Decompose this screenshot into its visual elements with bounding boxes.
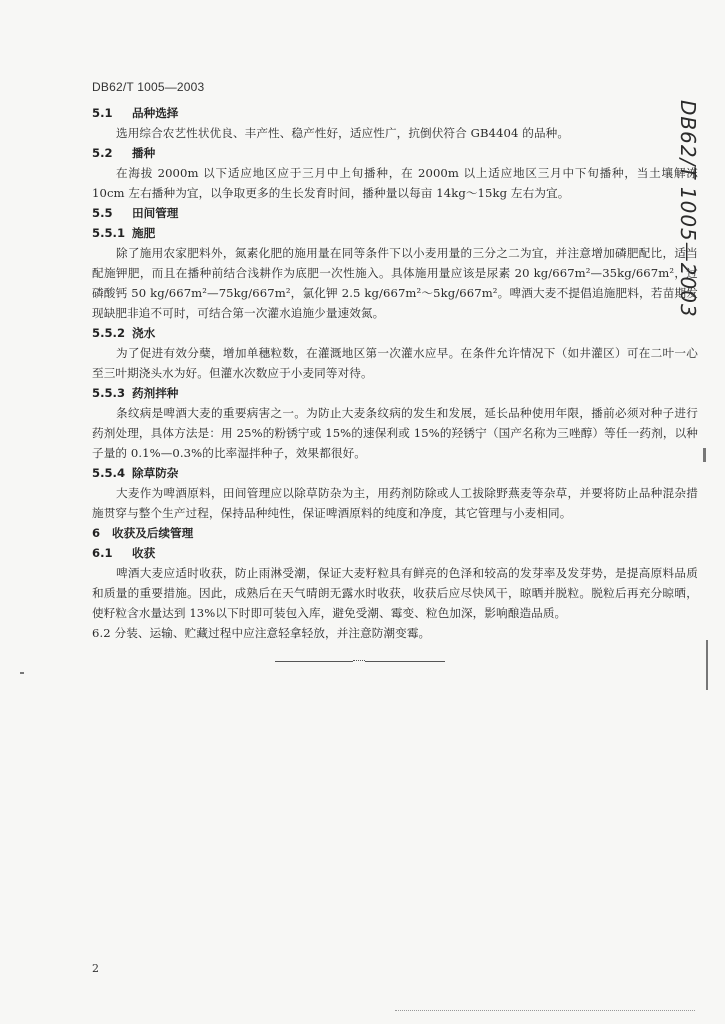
section-heading <box>92 103 698 123</box>
paragraph: 选用综合农艺性状优良、丰产性、稳产性好，适应性广，抗倒伏符合 GB4404 的品种。 <box>116 126 570 140</box>
handwritten-annotation: DB62/T 1005—2003 <box>676 100 700 318</box>
paragraph: 6.2 分装、运输、贮藏过程中应注意轻拿轻放，并注意防潮变霉。 <box>92 626 431 640</box>
section-number: 6.1 <box>92 546 113 560</box>
section-title: 收获 <box>132 546 156 560</box>
section-heading <box>92 223 698 243</box>
scan-edge <box>395 1010 695 1011</box>
paragraph: 大麦作为啤酒原料，田间管理应以除草防杂为主，用药剂防除或人工拔除野燕麦等杂草，并要将防止品种混杂措施贯穿与整个生产过程，保持品种纯性，保证啤酒原料的纯度和净度，其它管理与小麦相同。 <box>92 486 698 520</box>
document-body <box>92 103 698 643</box>
section-heading <box>92 383 698 403</box>
paragraph: 为了促进有效分蘖，增加单穗粒数，在灌溉地区第一次灌水应早。在条件允许情况下（如井灌区）可在二叶一心至三叶期浇头水为好。但灌水次数应于小麦同等对待。 <box>92 346 698 380</box>
page-number: 2 <box>92 962 99 975</box>
section-heading <box>92 543 698 563</box>
paragraph: 啤酒大麦应适时收获，防止雨淋受潮，保证大麦籽粒具有鲜亮的色泽和较高的发芽率及发芽势，是提高原料品质和质量的重要措施。因此，成熟后在天气晴朗无露水时收获，收获后应尽快风干，晾晒并脱粒。脱粒后再充分晾晒，使籽粒含水量达到 13%以下时即可装包入库，避免受潮、霉变、粒色加深，影响酿造品质。 <box>92 566 698 620</box>
paragraph: 在海拔 2000m 以下适应地区应于三月中上旬播种，在 2000m 以上适应地区三月中下旬播种，当土壤解冻 10cm 左右播种为宜，以争取更多的生长发育时间，播种量以每亩 14kg～15kg 左右为宜。 <box>92 166 698 200</box>
section-number: 6 <box>92 526 101 540</box>
section-number: 5.5.2 <box>92 326 126 340</box>
section-heading <box>92 203 698 223</box>
paragraph: 除了施用农家肥料外，氮素化肥的施用量在同等条件下以小麦用量的三分之二为宜，并注意增加磷肥配比，适当配施钾肥，而且在播种前结合浅耕作为底肥一次性施入。具体施用量应该是尿素 20 kg/667m²—35kg/667m²，过磷酸钙 50 kg/667m²—75kg/667m²，氯化钾 2.5 kg/667m²～5kg/667m²。啤酒大麦不提倡追施肥料，若苗期发现缺肥非追不可时，可结合第一次灌水追施少量速效氮。 <box>92 246 698 320</box>
section-number: 5.5.1 <box>92 226 126 240</box>
section-heading <box>92 323 698 343</box>
section-number: 5.5.3 <box>92 386 126 400</box>
section-number: 5.2 <box>92 146 113 160</box>
section-heading <box>92 523 698 543</box>
section-title: 施肥 <box>132 226 156 240</box>
section-number: 5.5.4 <box>92 466 126 480</box>
section-title: 除草防杂 <box>132 466 179 480</box>
section-title: 药剂拌种 <box>132 386 179 400</box>
standard-code-header: DB62/T 1005—2003 <box>92 80 205 94</box>
section-title: 田间管理 <box>132 206 179 220</box>
scan-mark <box>703 448 706 462</box>
section-title: 收获及后续管理 <box>112 526 194 540</box>
section-heading <box>92 143 698 163</box>
scan-mark <box>706 640 708 690</box>
section-title: 播种 <box>132 146 156 160</box>
section-heading <box>92 463 698 483</box>
end-rule <box>275 661 445 662</box>
section-number: 5.1 <box>92 106 113 120</box>
section-number: 5.5 <box>92 206 113 220</box>
paragraph: 条纹病是啤酒大麦的重要病害之一。为防止大麦条纹病的发生和发展，延长品种使用年限，播前必须对种子进行药剂处理，具体方法是：用 25%的粉锈宁或 15%的速保利或 15%的羟锈宁（国产名称为三唑醇）等任一药剂，以种子量的 0.1%—0.3%的比率湿拌种子，效果都很好。 <box>92 406 698 460</box>
section-title: 浇水 <box>132 326 156 340</box>
scan-mark <box>20 672 24 674</box>
section-title: 品种选择 <box>132 106 179 120</box>
